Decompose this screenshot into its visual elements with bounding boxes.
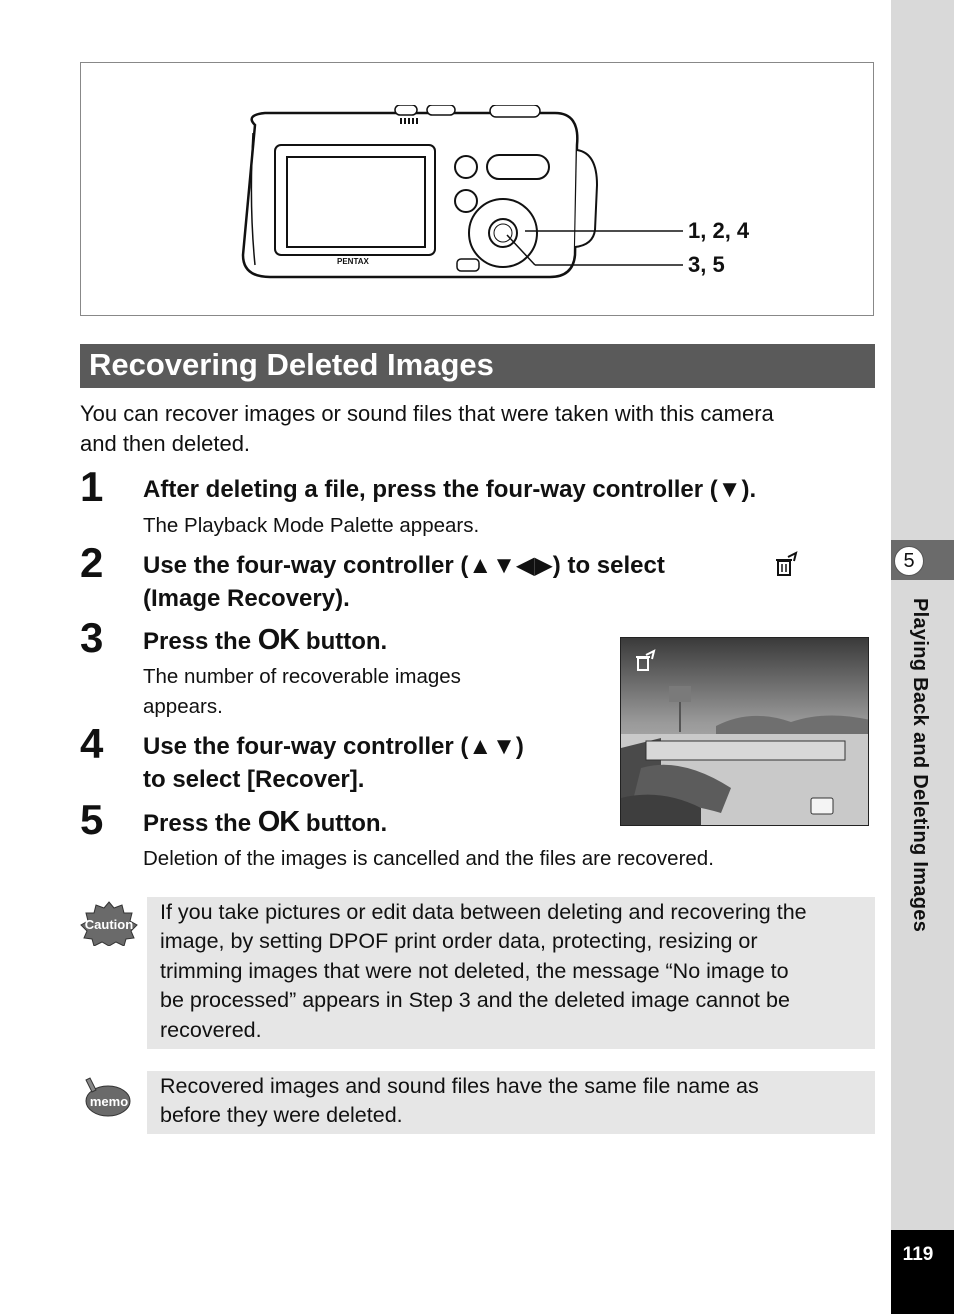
step-5-heading (143, 806, 387, 840)
caution-line-2: image, by setting DPOF print order data, protecting, resizing or (160, 929, 758, 953)
svg-text:memo: memo (89, 1094, 129, 1109)
step-1-description: The Playback Mode Palette appears. (143, 514, 480, 537)
step-2-number: 2 (80, 539, 104, 586)
intro-line-2: and then deleted. (80, 431, 251, 456)
memo-icon (80, 1076, 132, 1120)
caution-line-3: trimming images that were not deleted, the message “No image to (160, 959, 789, 983)
svg-text:Caution: Caution (84, 917, 134, 932)
camera-brand-label: PENTAX (337, 257, 369, 266)
chapter-number: 5 (894, 546, 924, 576)
step-5-heading-pre: Press the (143, 810, 252, 837)
ok-button-glyph: OK (257, 806, 300, 838)
step-3-description-line-1: The number of recoverable images (143, 665, 461, 688)
step-5-number: 5 (80, 796, 104, 843)
step-1-number: 1 (80, 463, 104, 510)
ok-button-glyph: OK (257, 624, 300, 656)
page-number: 119 (902, 1244, 934, 1265)
page-number-box (891, 1230, 954, 1314)
caution-line-1: If you take pictures or edit data between deleting and recovering the (160, 900, 807, 924)
step-4-heading-line-2: to select [Recover]. (143, 766, 365, 793)
image-recovery-icon (772, 551, 800, 579)
callout-steps-1-2-4: 1, 2, 4 (688, 218, 750, 243)
step-5-heading-post: button. (305, 810, 388, 837)
step-4-number: 4 (80, 720, 104, 767)
step-3-heading-post: button. (305, 628, 388, 655)
step-5-description: Deletion of the images is cancelled and the files are recovered. (143, 847, 714, 870)
caution-line-4: be processed” appears in Step 3 and the deleted image cannot be (160, 988, 790, 1012)
camera-illustration (235, 105, 695, 285)
step-3-heading-pre: Press the (143, 628, 252, 655)
caution-line-5: recovered. (160, 1018, 262, 1042)
step-3-heading (143, 624, 387, 658)
step-3-number: 3 (80, 614, 104, 661)
step-4-heading-line-1: Use the four-way controller (▲▼) (143, 733, 524, 760)
step-2-heading-line-1: Use the four-way controller (▲▼◀▶) to select (143, 552, 665, 579)
chapter-title: Playing Back and Deleting Images (909, 598, 931, 933)
memo-line-1: Recovered images and sound files have the same file name as (160, 1074, 759, 1098)
section-title: Recovering Deleted Images (89, 347, 494, 382)
step-3-description-line-2: appears. (143, 695, 223, 718)
recovery-screen-image (620, 637, 869, 826)
step-2-heading-line-2: (Image Recovery). (143, 585, 350, 612)
callout-steps-3-5: 3, 5 (688, 252, 725, 277)
caution-icon (80, 900, 138, 946)
intro-line-1: You can recover images or sound files that were taken with this camera (80, 401, 774, 426)
step-1-heading: After deleting a file, press the four-way controller (▼). (143, 476, 757, 503)
memo-line-2: before they were deleted. (160, 1103, 403, 1127)
